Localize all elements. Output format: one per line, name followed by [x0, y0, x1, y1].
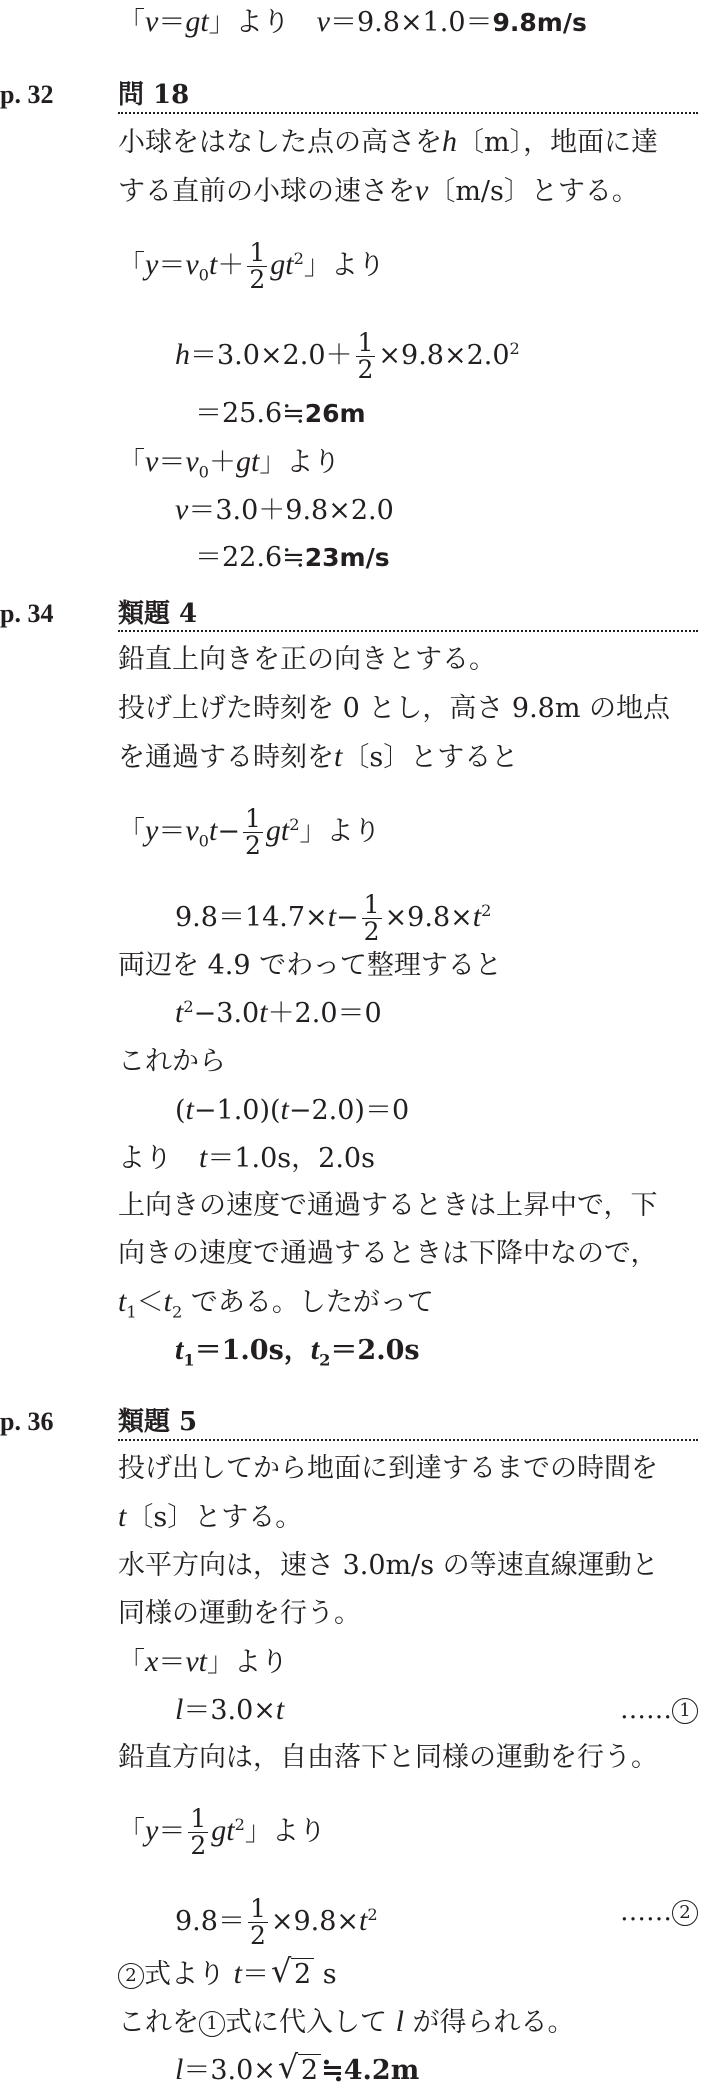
- text-line: より t＝1.0s，2.0s: [118, 1141, 375, 1174]
- formula-line: 9.8＝ $\frac{1}{2}$ $\times 9.8\times t^2$: [175, 1894, 378, 1950]
- formula-line: ＝25.6≒26m: [195, 398, 366, 429]
- text-line: 投げ出してから地面に到達するまでの時間を: [118, 1453, 658, 1484]
- formula-line: 「x＝vt」より: [118, 1645, 288, 1678]
- page-ref-32: p. 32: [0, 80, 54, 109]
- text-line: 向きの速度で通過するときは下降中なので，: [118, 1238, 658, 1269]
- text-line: t〔s〕とする。: [118, 1500, 303, 1533]
- text-line: 鉛直上向きを正の向きとする。: [118, 644, 496, 675]
- formula-line: 「$v=v_0+gt$」より: [118, 445, 341, 482]
- text-line: これから: [118, 1046, 226, 1077]
- text-line: $t_1<t_2$ である。したがって: [118, 1285, 434, 1322]
- section-title-ex5: 類題 5: [118, 1407, 198, 1437]
- text-line: 同様の運動を行う。: [118, 1598, 361, 1629]
- text-line: 小球をはなした点の高さをh〔m〕，地面に達: [118, 125, 659, 158]
- formula-line: $t_1=1.0s$，$t_2=2.0s$: [175, 1333, 420, 1370]
- dotted-rule: [118, 630, 698, 632]
- equation-tag-1: …… 1: [620, 1694, 698, 1726]
- formula-line: 「$y=v_0t-$ $\frac{1}{2}$ $gt^2$」より: [118, 804, 381, 860]
- text-line: 両辺を 4.9 でわって整理すると: [118, 950, 502, 981]
- text-line: 上向きの速度で通過するときは上昇中で，下: [118, 1190, 658, 1221]
- text-line: 水平方向は，速さ 3.0m/s の等速直線運動と: [118, 1550, 659, 1581]
- text-line: 鉛直方向は，自由落下と同様の運動を行う。: [118, 1742, 658, 1773]
- section-title-q18: 問 18: [118, 80, 190, 110]
- formula-line: (t−1.0)(t−2.0)＝0: [175, 1093, 410, 1126]
- result-line-top: 「v＝gt」より v＝9.8×1.0＝9.8m/s: [118, 5, 587, 38]
- dotted-rule: [118, 112, 698, 114]
- formula-line: h＝3.0×2.0＋ $\frac{1}{2}$ $\times 9.8\times 2.0^2$: [175, 328, 520, 384]
- formula-line: $t^2-3.0t+2.0=0$: [175, 996, 382, 1029]
- text-line: 投げ上げた時刻を 0 とし，高さ 9.8m の地点: [118, 693, 671, 724]
- formula-line: 「y＝ $\frac{1}{2}$ $gt^2$」より: [118, 1804, 326, 1860]
- formula-line: ＝22.6≒23m/s: [195, 542, 390, 573]
- page-ref-36: p. 36: [0, 1407, 54, 1436]
- text-line: を通過する時刻をt〔s〕とすると: [118, 740, 519, 773]
- page-ref-34: p. 34: [0, 599, 54, 628]
- text-line: 2 式より t＝ √ 2 s: [118, 1958, 337, 1991]
- text-line: これを 1 式に代入して l が得られる。: [118, 2005, 575, 2038]
- formula-line: 9.8＝14.7×t− $\frac{1}{2}$ $\times 9.8\times t^2$: [175, 890, 492, 946]
- formula-line: l＝3.0×t: [175, 1693, 285, 1726]
- dotted-rule: [118, 1439, 698, 1441]
- section-title-ex4: 類題 4: [118, 599, 198, 629]
- formula-line: 「$y=v_0t+$ $\frac{1}{2}$ $gt^2$」より: [118, 238, 385, 294]
- formula-line: l＝3.0× √ 2 ≒4.2m: [175, 2048, 420, 2086]
- formula-line: v＝3.0＋9.8×2.0: [175, 493, 394, 526]
- text-line: する直前の小球の速さをv〔m/s〕とする。: [118, 174, 639, 207]
- equation-tag-2: …… 2: [620, 1896, 698, 1928]
